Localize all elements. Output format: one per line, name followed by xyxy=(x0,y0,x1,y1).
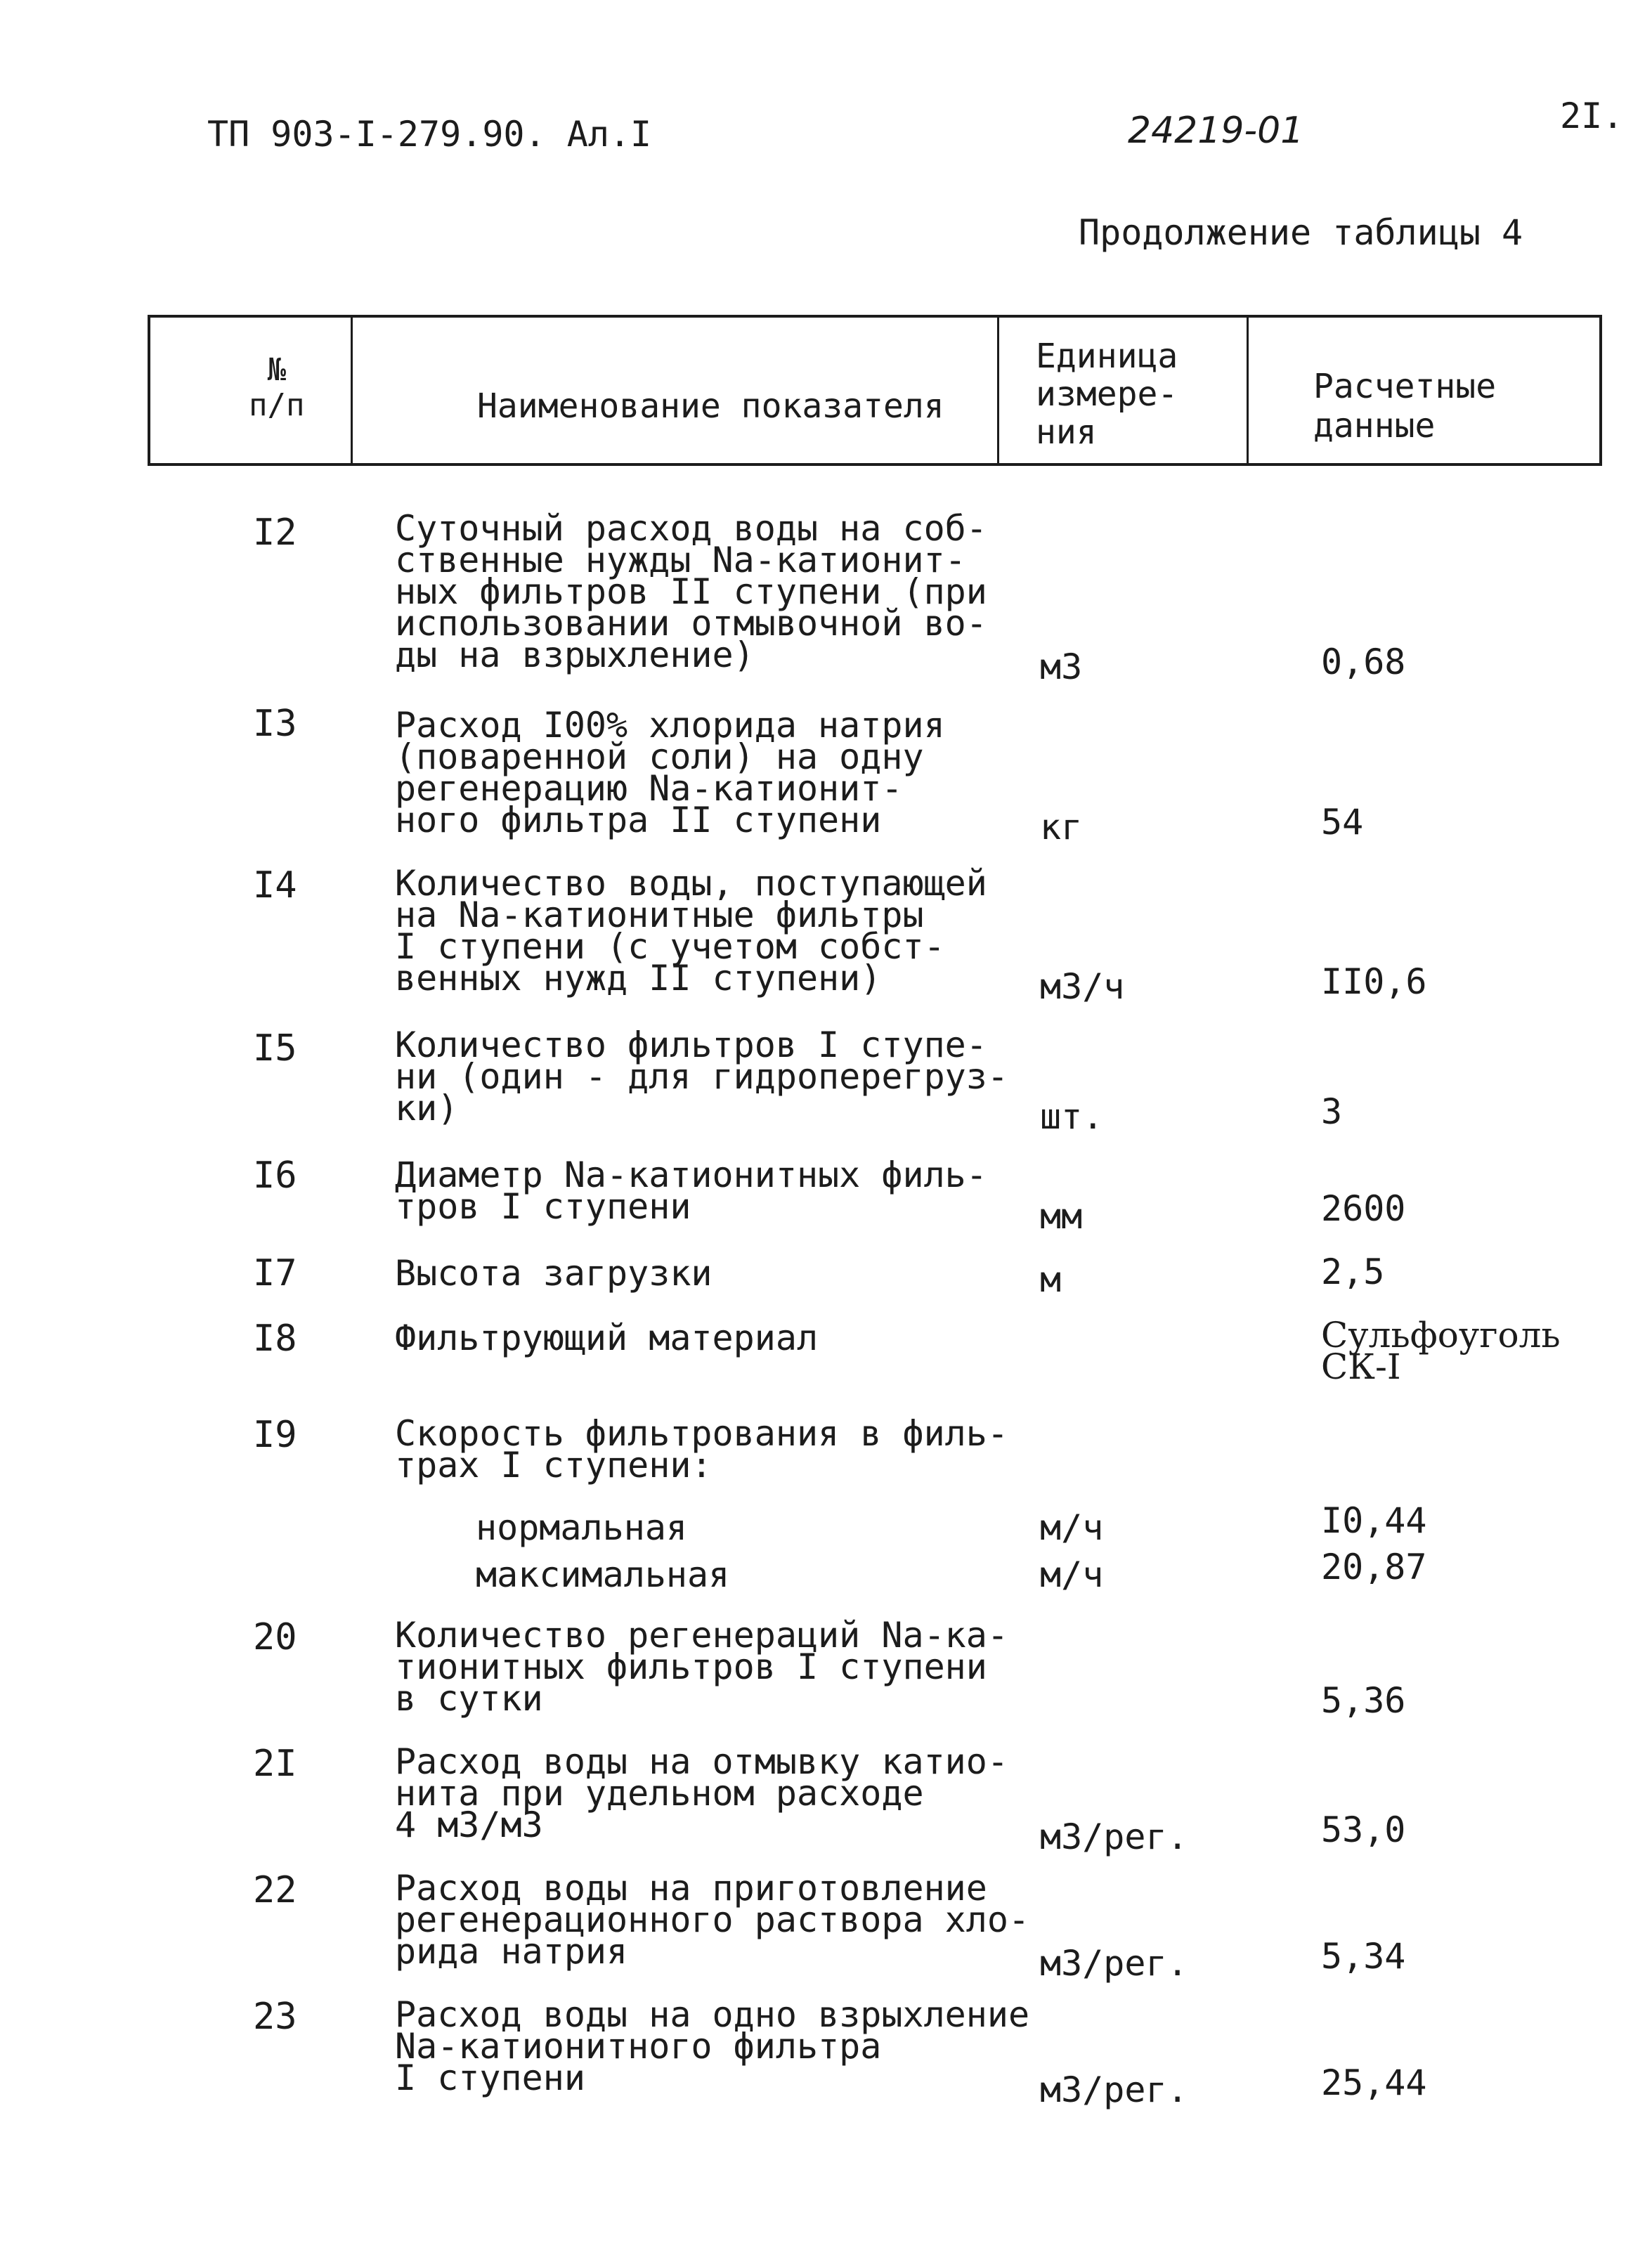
row-unit: мм xyxy=(1040,1196,1083,1237)
header-col-number: № п/п xyxy=(249,352,305,423)
row-value: II0,6 xyxy=(1321,961,1427,1002)
row-number: I7 xyxy=(253,1252,297,1294)
row-value: 20,87 xyxy=(1321,1547,1427,1587)
row-unit: м3/рег. xyxy=(1040,2069,1188,2110)
row-value: 53,0 xyxy=(1321,1809,1406,1850)
row-name: Количество воды, поступающей на Na-катионитные фильтры I ступени (с учетом собст- венных нужд II ступени) xyxy=(395,863,987,999)
row-value: 5,36 xyxy=(1321,1680,1406,1721)
row-value: 2,5 xyxy=(1321,1252,1385,1292)
row-name: Высота загрузки xyxy=(395,1253,713,1294)
row-value: Сульфоуголь СК-I xyxy=(1321,1315,1561,1387)
row-unit: кг xyxy=(1040,807,1083,847)
header-col-unit: Единица измере- ния xyxy=(1036,337,1178,452)
row-unit: м xyxy=(1040,1259,1062,1300)
row-name: Скорость фильтрования в филь- трах I ступени: xyxy=(395,1413,1008,1486)
row-value: 5,34 xyxy=(1321,1936,1406,1977)
row-number: 20 xyxy=(253,1616,297,1658)
row-number: I2 xyxy=(253,512,297,554)
row-unit: м3/рег. xyxy=(1040,1943,1188,1984)
table-continuation-title: Продолжение таблицы 4 xyxy=(1079,212,1523,253)
sub-item-label: максимальная xyxy=(476,1554,730,1595)
column-divider xyxy=(1247,318,1249,463)
row-unit: м/ч xyxy=(1040,1554,1104,1595)
row-number: I6 xyxy=(253,1155,297,1197)
row-value: 2600 xyxy=(1321,1188,1406,1229)
row-name: Фильтрующий материал xyxy=(395,1318,819,1358)
page-number: 2I. xyxy=(1560,96,1624,136)
header-col-value: Расчетные данные xyxy=(1313,367,1497,446)
row-value: 0,68 xyxy=(1321,642,1406,682)
column-divider xyxy=(351,318,353,463)
row-unit: м3/рег. xyxy=(1040,1816,1188,1857)
row-value: 54 xyxy=(1321,802,1364,843)
row-number: 23 xyxy=(253,1996,297,2038)
row-number: 22 xyxy=(253,1869,297,1911)
row-name: Расход воды на отмывку катио- нита при удельном расходе 4 м3/м3 xyxy=(395,1741,1008,1845)
row-number: I9 xyxy=(253,1414,297,1456)
inventory-number: 24219-01 xyxy=(1128,110,1304,152)
column-divider xyxy=(997,318,999,463)
row-value: 25,44 xyxy=(1321,2062,1427,2103)
row-name: Суточный расход воды на соб- ственные нужды Na-катионит- ных фильтров II ступени (при использовании отмывочной во- ды на взрыхление) xyxy=(395,508,987,675)
row-number: 2I xyxy=(253,1743,297,1785)
row-number: I4 xyxy=(253,864,297,906)
row-name: Расход I00% хлорида натрия (поваренной соли) на одну регенерацию Na-катионит- ного фильтра II ступени xyxy=(395,705,945,840)
sub-item-label: нормальная xyxy=(476,1507,688,1548)
row-number: I5 xyxy=(253,1027,297,1070)
row-number: I8 xyxy=(253,1318,297,1360)
row-name: Количество фильтров I ступе- ни (один - для гидроперегруз- ки) xyxy=(395,1025,1008,1129)
row-unit: шт. xyxy=(1040,1096,1104,1137)
row-unit: м3/ч xyxy=(1040,966,1125,1007)
row-unit: м/ч xyxy=(1040,1507,1104,1548)
row-name: Количество регенераций Na-ка- тионитных фильтров I ступени в сутки xyxy=(395,1615,1008,1719)
row-name: Расход воды на одно взрыхление Na-катионитного фильтра I ступени xyxy=(395,1994,1030,2098)
row-name: Диаметр Na-катионитных филь- тров I ступени xyxy=(395,1155,987,1227)
table-header xyxy=(148,315,1602,466)
row-unit: м3 xyxy=(1040,646,1083,687)
row-value: 3 xyxy=(1321,1091,1343,1132)
row-name: Расход воды на приготовление регенерационного раствора хло- рида натрия xyxy=(395,1868,1030,1972)
row-number: I3 xyxy=(253,703,297,745)
header-col-name: Наименование показателя xyxy=(477,386,944,426)
row-value: I0,44 xyxy=(1321,1500,1427,1541)
document-code: ТП 903-I-279.90. Ал.I xyxy=(207,114,652,155)
